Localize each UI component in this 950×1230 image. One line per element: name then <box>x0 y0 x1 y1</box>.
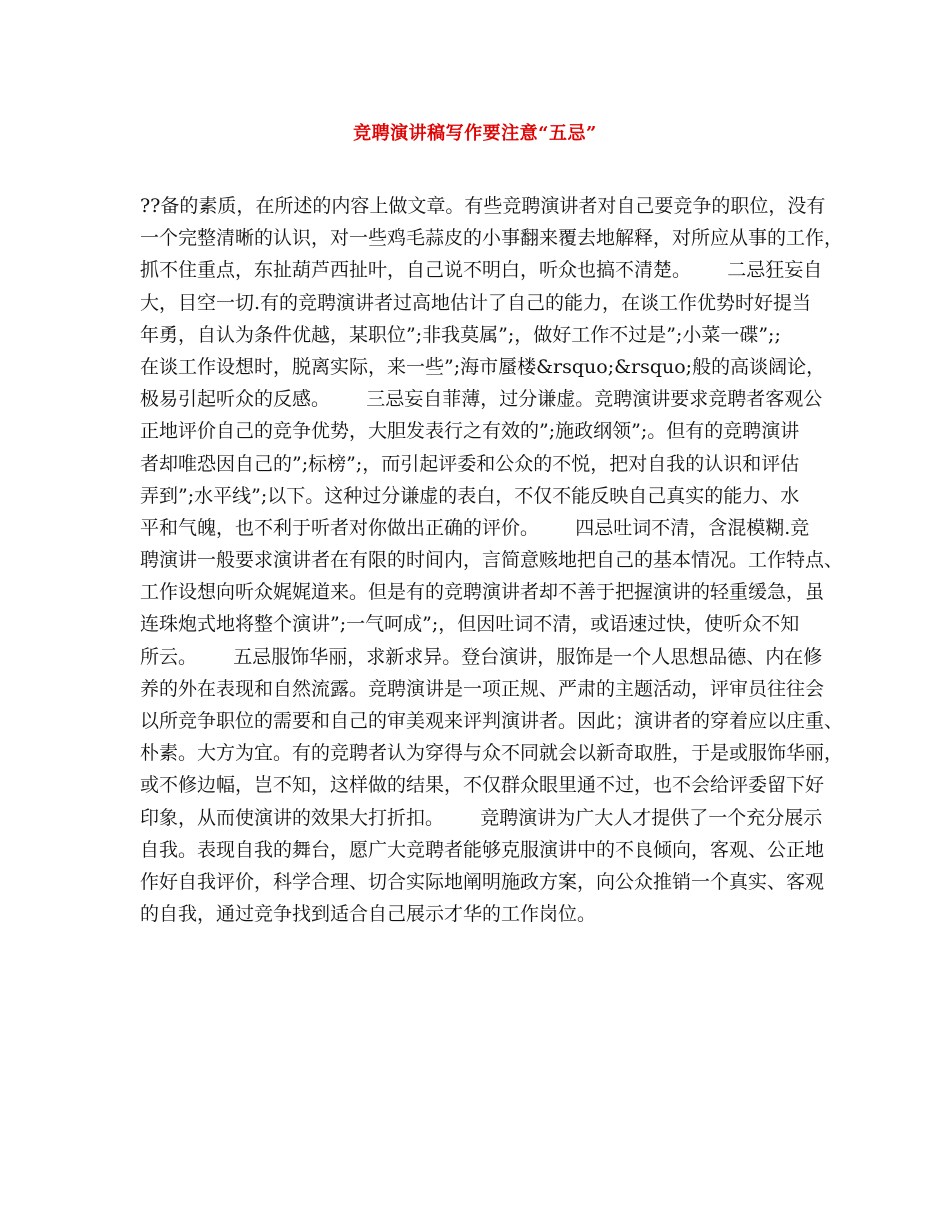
body-line: 平和气魄，也不利于听者对你做出正确的评价。 四忌吐词不清，含混模糊.竞 <box>140 516 810 539</box>
body-line: 以所竞争职位的需要和自己的审美观来评判演讲者。因此；演讲者的穿着应以庄重、 <box>140 710 844 732</box>
body-line: 作好自我评价，科学合理、切合实际地阐明施政方案，向公众推销一个真实、客观 <box>140 870 825 893</box>
body-line: 所云。 五忌服饰华丽，求新求异。登台演讲，服饰是一个人思想品德、内在修 <box>140 645 823 668</box>
body-line: 的自我，通过竞争找到适合自己展示才华的工作岗位。 <box>140 903 597 926</box>
body-line: 极易引起听众的反感。 三忌妄自菲薄，过分谦虚。竞聘演讲要求竞聘者客观公 <box>140 388 823 411</box>
body-line: 大，目空一切.有的竞聘演讲者过高地估计了自己的能力，在谈工作优势时好提当 <box>140 291 812 314</box>
body-line: 一个完整清晰的认识，对一些鸡毛蒜皮的小事翻来覆去地解释，对所应从事的工作， <box>140 227 844 250</box>
body-line: 养的外在表现和自然流露。竞聘演讲是一项正规、严肃的主题活动，评审员往往会 <box>140 677 825 700</box>
document-title: 竞聘演讲稿写作要注意“五忌” <box>353 123 597 144</box>
body-line: 工作设想向听众娓娓道来。但是有的竞聘演讲者却不善于把握演讲的轻重缓急，虽 <box>140 581 825 604</box>
body-line: 年勇，自认为条件优越，某职位”;非我莫属”;，做好工作不过是”;小菜一碟”;; <box>140 323 781 346</box>
body-line: 者却唯恐因自己的”;标榜”;，而引起评委和公众的不悦，把对自我的认识和评估 <box>140 452 800 475</box>
body-line: 印象，从而使演讲的效果大打折扣。 竞聘演讲为广大人才提供了一个充分展示 <box>140 806 823 829</box>
body-line: 抓不住重点，东扯葫芦西扯叶，自己说不明白，听众也搞不清楚。 二忌狂妄自 <box>140 259 823 282</box>
body-line: ??备的素质，在所述的内容上做文章。有些竞聘演讲者对自己要竞争的职位，没有 <box>140 195 826 217</box>
body-line: 连珠炮式地将整个演讲”;一气呵成”;，但因吐词不清，或语速过快，使听众不知 <box>140 613 800 636</box>
body-line: 聘演讲一般要求演讲者在有限的时间内，言简意赅地把自己的基本情况。工作特点、 <box>140 549 844 572</box>
body-line: 自我。表现自我的舞台，愿广大竞聘者能够克服演讲中的不良倾向，客观、公正地 <box>140 838 825 861</box>
body-line: 或不修边幅，岂不知，这样做的结果，不仅群众眼里通不过，也不会给评委留下好 <box>140 774 825 797</box>
body-line: 朴素。大方为宜。有的竞聘者认为穿得与众不同就会以新奇取胜，于是或服饰华丽， <box>140 742 844 765</box>
body-line: 在谈工作设想时，脱离实际，来一些”;海市蜃楼&rsquo;&rsquo;般的高谈阔论， <box>140 355 826 378</box>
body-line: 弄到”;水平线”;以下。这种过分谦虚的表白，不仅不能反映自己真实的能力、水 <box>140 484 800 507</box>
document-body <box>140 190 844 930</box>
body-line: 正地评价自己的竞争优势，大胆发表行之有效的”;施政纲领”;。但有的竞聘演讲 <box>140 420 800 443</box>
